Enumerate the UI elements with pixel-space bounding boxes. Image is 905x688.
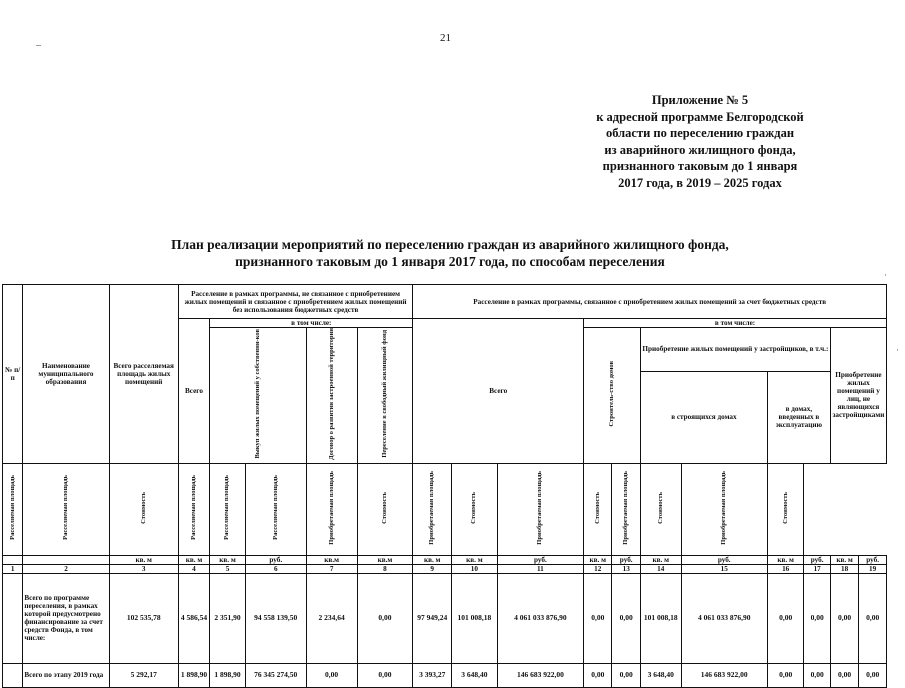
col-number: 6 xyxy=(245,564,306,573)
appendix-line: 2017 года, в 2019 – 2025 годах xyxy=(618,175,782,190)
header-b-developers: Приобретение жилых помещений у застройщиков, в т.ч.: xyxy=(640,328,830,372)
col-number: 13 xyxy=(612,564,640,573)
subheader-cell: Стоимость xyxy=(640,463,681,555)
header-a-buyout: Выкуп жилых помещений у собственни-ков xyxy=(210,328,307,464)
header-b-building: в строящихся домах xyxy=(640,371,767,463)
unit-cell: кв. м xyxy=(767,555,804,564)
col-number: 5 xyxy=(210,564,246,573)
row-value: 101 008,18 xyxy=(640,573,681,663)
document-title xyxy=(100,236,800,270)
resettlement-plan-table xyxy=(2,284,887,688)
appendix-line: из аварийного жилищного фонда, xyxy=(604,142,796,157)
row-value: 2 351,90 xyxy=(210,573,246,663)
header-group-budget: Расселение в рамках программы, связанное с приобретением жилых помещений за счет бюджетных средств xyxy=(413,285,887,319)
row-value: 3 393,27 xyxy=(413,663,452,687)
row-value: 0,00 xyxy=(357,663,413,687)
subheader-cell: Приобретаемая площадь xyxy=(413,463,452,555)
row-value: 1 898,90 xyxy=(210,663,246,687)
row-num xyxy=(3,663,23,687)
col-number: 1 xyxy=(3,564,23,573)
scan-mark: · xyxy=(896,345,899,355)
unit-cell: руб. xyxy=(497,555,583,564)
subheader-cell: Расселяемая площадь xyxy=(178,463,209,555)
unit-cell: руб. xyxy=(804,555,830,564)
col-number: 17 xyxy=(804,564,830,573)
unit-cell: кв. м xyxy=(178,555,209,564)
appendix-heading xyxy=(570,92,830,191)
subheader-cell: Стоимость xyxy=(452,463,498,555)
unit-cell: руб. xyxy=(681,555,767,564)
appendix-line: области по переселению граждан xyxy=(605,126,795,140)
row-value: 0,00 xyxy=(767,663,804,687)
column-numbers-row xyxy=(3,564,887,573)
title-line-2: признанного таковым до 1 января 2017 года, по способам переселения xyxy=(235,254,665,269)
subheader-cell: Стоимость xyxy=(767,463,804,555)
row-value: 4 061 033 876,90 xyxy=(681,573,767,663)
row-name: Всего по программе переселения, в рамках которой предусмотрено финансирование за счет средств Фонда, в том числе: xyxy=(23,573,109,663)
subheader-cell: Расселяемая площадь xyxy=(245,463,306,555)
row-value: 146 683 922,00 xyxy=(497,663,583,687)
appendix-line: к адресной программе Белгородской xyxy=(596,109,804,124)
unit-cell: руб. xyxy=(859,555,887,564)
row-value: 97 949,24 xyxy=(413,573,452,663)
row-value: 146 683 922,00 xyxy=(681,663,767,687)
unit-cell: кв. м xyxy=(210,555,246,564)
row-value: 0,00 xyxy=(306,663,357,687)
subheader-cell: Приобретаемая площадь xyxy=(681,463,767,555)
subheader-cell: Расселяемая площадь xyxy=(210,463,246,555)
col-number: 2 xyxy=(23,564,109,573)
subheader-cell: Стоимость xyxy=(357,463,413,555)
row-value: 0,00 xyxy=(357,573,413,663)
subheader-cell: Приобретаемая площадь xyxy=(612,463,640,555)
appendix-line: Приложение № 5 xyxy=(651,93,749,107)
header-a-including: в том числе: xyxy=(210,319,413,328)
subheader-cell: Стоимость xyxy=(109,463,178,555)
row-value: 2 234,64 xyxy=(306,573,357,663)
row-name: Всего по этапу 2019 года xyxy=(23,663,109,687)
header-b-total: Всего xyxy=(413,319,584,464)
row-value: 5 292,17 xyxy=(109,663,178,687)
subheader-cell: Приобретаемая площадь xyxy=(497,463,583,555)
col-number: 9 xyxy=(413,564,452,573)
page-number: 21 xyxy=(440,32,451,44)
unit-cell: кв. м xyxy=(452,555,498,564)
row-num xyxy=(3,573,23,663)
unit-cell: кв. м xyxy=(413,555,452,564)
header-total-area: Всего расселяемая площадь жилых помещений xyxy=(109,285,178,464)
header-b-operating: в домах, введенных в эксплуатацию xyxy=(767,371,830,463)
header-b-nondevelopers: Приобретение жилых помещений у лиц, не являющихся застройщиками xyxy=(830,328,886,464)
subheader-cell: Расселяемая площадь xyxy=(3,463,23,555)
row-value: 0,00 xyxy=(830,663,858,687)
row-value: 0,00 xyxy=(584,573,612,663)
header-num: № п/п xyxy=(3,285,23,464)
row-value: 0,00 xyxy=(804,573,830,663)
col-number: 3 xyxy=(109,564,178,573)
col-number: 4 xyxy=(178,564,209,573)
units-spacer xyxy=(23,555,109,564)
appendix-line: признанного таковым до 1 января xyxy=(602,159,798,173)
unit-cell: кв. м xyxy=(640,555,681,564)
scan-mark: · xyxy=(884,270,887,280)
col-number: 12 xyxy=(584,564,612,573)
col-number: 11 xyxy=(497,564,583,573)
unit-cell: кв.м xyxy=(306,555,357,564)
row-value: 76 345 274,50 xyxy=(245,663,306,687)
row-value: 94 558 139,50 xyxy=(245,573,306,663)
unit-cell: кв. м xyxy=(830,555,858,564)
unit-cell: руб. xyxy=(612,555,640,564)
col-number: 16 xyxy=(767,564,804,573)
header-municipality: Наименование муниципального образования xyxy=(23,285,109,464)
col-number: 18 xyxy=(830,564,858,573)
header-a-contract: Договор о развитии застроенной территории xyxy=(306,328,357,464)
title-line-1: План реализации мероприятий по переселению граждан из аварийного жилищного фонда, xyxy=(171,237,729,252)
unit-cell: кв. м xyxy=(584,555,612,564)
row-value: 102 535,78 xyxy=(109,573,178,663)
row-value: 3 648,40 xyxy=(640,663,681,687)
col-number: 15 xyxy=(681,564,767,573)
row-value: 1 898,90 xyxy=(178,663,209,687)
col-number: 14 xyxy=(640,564,681,573)
col-number: 10 xyxy=(452,564,498,573)
scan-mark: – xyxy=(36,40,41,51)
table-row xyxy=(3,663,887,687)
units-spacer xyxy=(3,555,23,564)
unit-cell: кв. м xyxy=(109,555,178,564)
col-number: 19 xyxy=(859,564,887,573)
row-value: 4 061 033 876,90 xyxy=(497,573,583,663)
row-value: 101 008,18 xyxy=(452,573,498,663)
row-value: 3 648,40 xyxy=(452,663,498,687)
col-number: 7 xyxy=(306,564,357,573)
row-value: 4 586,54 xyxy=(178,573,209,663)
header-b-including: в том числе: xyxy=(584,319,887,328)
unit-cell: руб. xyxy=(245,555,306,564)
subheader-cell: Приобретаемая площадь xyxy=(306,463,357,555)
row-value: 0,00 xyxy=(804,663,830,687)
header-group-nonbudget: Расселение в рамках программы, не связанное с приобретением жилых помещений и связанное с приобретением жилых помещений без использования бюджетных средств xyxy=(178,285,413,319)
unit-cell: кв.м xyxy=(357,555,413,564)
subheader-cell: Стоимость xyxy=(584,463,612,555)
header-a-free-fund: Переселение в свободный жилищный фонд xyxy=(357,328,413,464)
row-value: 0,00 xyxy=(830,573,858,663)
subheader-cell: Расселяемая площадь xyxy=(23,463,109,555)
row-value: 0,00 xyxy=(612,663,640,687)
header-b-construction: Строитель-ство домов xyxy=(584,328,641,464)
row-value: 0,00 xyxy=(584,663,612,687)
col-number: 8 xyxy=(357,564,413,573)
header-a-total: Всего xyxy=(178,319,209,464)
row-value: 0,00 xyxy=(859,573,887,663)
row-value: 0,00 xyxy=(859,663,887,687)
row-value: 0,00 xyxy=(767,573,804,663)
row-value: 0,00 xyxy=(612,573,640,663)
table-row xyxy=(3,573,887,663)
